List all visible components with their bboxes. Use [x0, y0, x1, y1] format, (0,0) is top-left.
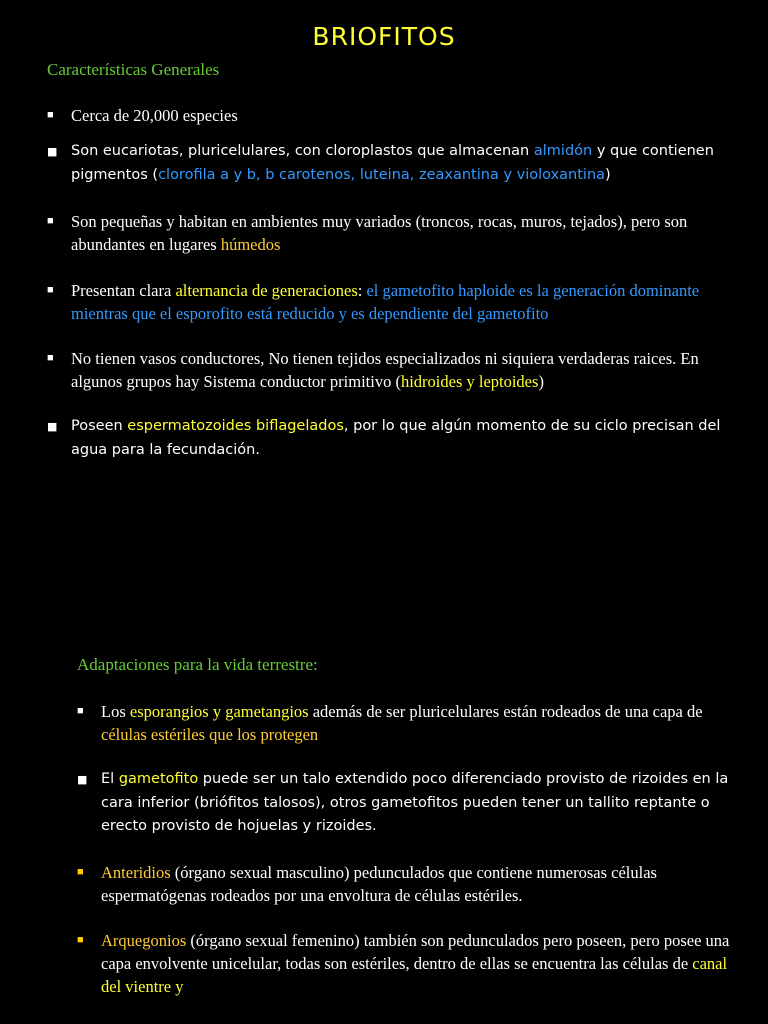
text-segment: el gametofito haploide es la generación dominante mientras que el esporofito está reducido y es dependiente del gametofito [71, 281, 700, 323]
list-item [47, 104, 727, 127]
text-segment: células estériles que los protegen [101, 725, 319, 744]
list-item [47, 210, 727, 256]
text-segment: Anteridios [101, 862, 171, 882]
text-segment: (órgano sexual masculino) pedunculados que contiene numerosas células espermatógenas rodeados por una envoltura de células estériles. [101, 862, 657, 905]
text-segment: ) [605, 166, 611, 183]
text-segment: ) [538, 372, 544, 391]
section-heading-caracteristicas: Características Generales [47, 60, 220, 79]
text-segment: No tienen vasos conductores, No tienen tejidos especializados ni siquiera verdaderas raices. En algunos grupos hay Sistema conductor primitivo ( [71, 349, 699, 391]
text-segment: Son eucariotas, pluricelulares, con cloroplastos que almacenan [71, 143, 534, 159]
text-segment: esporangios y gametangios [129, 702, 309, 721]
list-item [77, 861, 737, 907]
list-item [77, 768, 737, 839]
text-segment: gametofito [118, 771, 199, 787]
list-item [47, 140, 727, 187]
square-bullet-icon: ■ [47, 420, 58, 433]
square-bullet-icon: ■ [77, 773, 88, 786]
text-segment: clorofila a y b, b carotenos, luteina, zeaxantina y violoxantina [158, 166, 606, 183]
text-segment: alternancia de generaciones [175, 281, 358, 300]
square-bullet-icon: ■ [47, 215, 54, 227]
text-segment: Poseen [71, 418, 128, 434]
text-segment: Son pequeñas y habitan en ambientes muy variados (troncos, rocas, muros, tejados), pero son abundantes en lugares [71, 212, 688, 254]
list-item [77, 929, 737, 998]
section-heading-adaptaciones: Adaptaciones para la vida terrestre: [77, 655, 318, 674]
list-item [47, 347, 727, 393]
text-segment: canal del vientre y [101, 953, 728, 996]
text-segment: El [101, 771, 119, 787]
square-bullet-icon: ■ [47, 352, 54, 364]
text-segment: hidroides y leptoides [400, 372, 539, 391]
slide-title: BRIOFITOS [312, 22, 456, 51]
text-segment: además de ser pluricelulares están rodeados de una capa de [308, 702, 703, 721]
text-segment: espermatozoides biflagelados [127, 418, 344, 434]
square-bullet-icon: ■ [47, 145, 58, 158]
text-segment: Arquegonios [101, 930, 187, 950]
square-bullet-icon: ■ [47, 284, 54, 296]
square-bullet-icon: ■ [77, 865, 84, 878]
text-segment: : [357, 281, 367, 300]
list-item [47, 279, 727, 325]
list-item [77, 700, 737, 746]
caracteristicas-list [47, 104, 727, 462]
square-bullet-icon: ■ [77, 933, 84, 946]
text-segment: (órgano sexual femenino) también son pedunculados pero poseen, pero posee una capa envolvente unicelular, todas son estériles, dentro de ellas se encuentra las células de [101, 930, 730, 973]
square-bullet-icon: ■ [77, 705, 84, 717]
adaptaciones-list [77, 700, 737, 998]
square-bullet-icon: ■ [47, 109, 54, 121]
list-item [47, 415, 727, 462]
text-segment: Cerca de 20,000 especies [71, 106, 238, 125]
text-segment: y que contienen pigmentos ( [71, 143, 714, 183]
text-segment: puede ser un talo extendido poco diferenciado provisto de rizoides en la cara inferior (briófitos talosos), otros gametofitos pueden tener un tallito reptante o erecto provisto de hojuelas y rizoides. [101, 771, 729, 834]
text-segment: húmedos [220, 235, 281, 254]
text-segment: almidón [533, 143, 593, 159]
text-segment: , por lo que algún momento de su ciclo precisan del agua para la fecundación. [71, 418, 721, 458]
text-segment: Presentan clara [71, 281, 176, 300]
text-segment: Los [101, 702, 130, 721]
